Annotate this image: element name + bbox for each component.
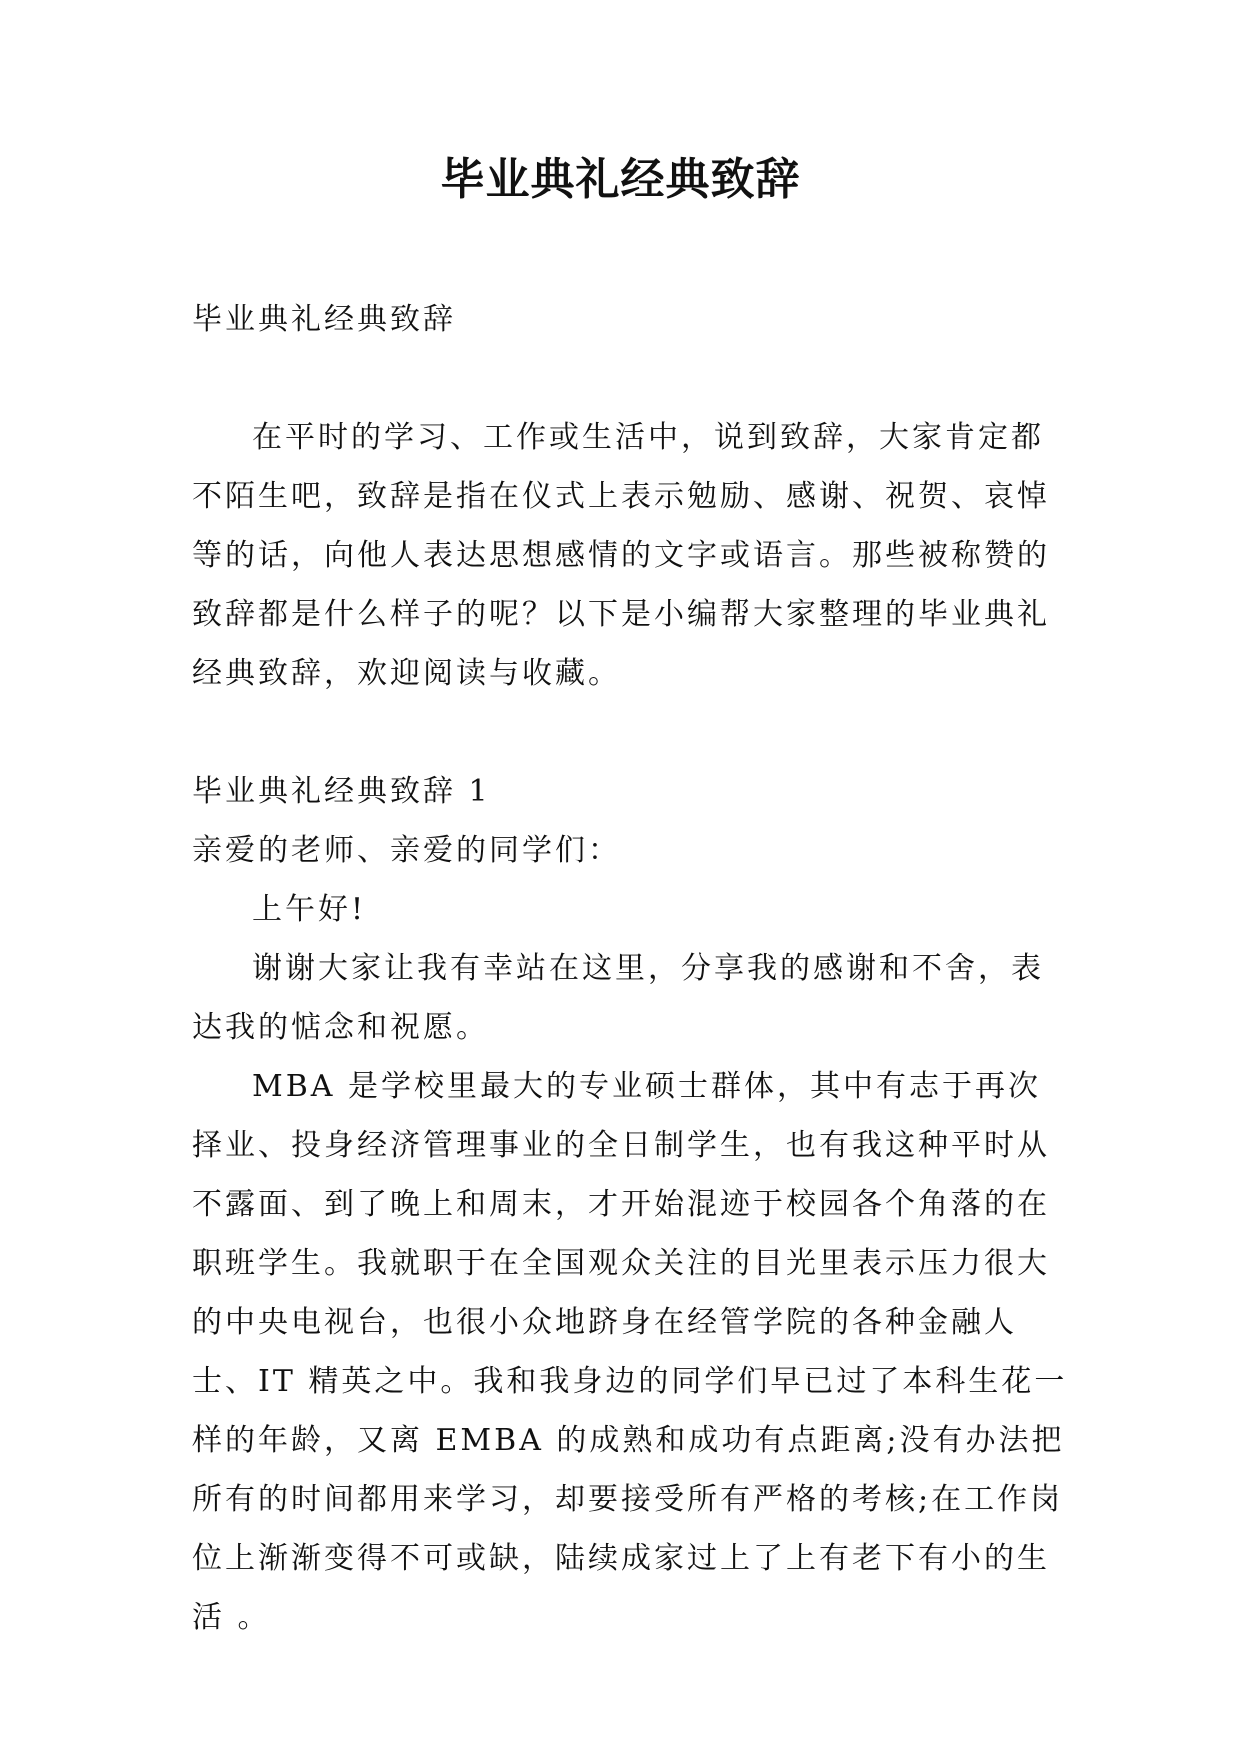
document-body bbox=[192, 290, 1072, 1647]
document-subtitle: 毕业典礼经典致辞 bbox=[192, 302, 456, 337]
document-title: 毕业典礼经典致辞 bbox=[440, 154, 801, 205]
salutation: 亲爱的老师、亲爱的同学们： bbox=[192, 833, 621, 868]
section-heading: 毕业典礼经典致辞 1 bbox=[192, 774, 491, 809]
intro-paragraph: 在平时的学习、工作或生活中，说到致辞，大家肯定都不陌生吧，致辞是指在仪式上表示勉励、感谢、祝贺、哀悼等的话，向他人表达思想感情的文字或语言。那些被称赞的致辞都是什么样子的呢？以下是小编帮大家整理的毕业典礼经典致辞，欢迎阅读与收藏。 bbox=[192, 420, 1050, 691]
body-paragraph-1: 谢谢大家让我有幸站在这里，分享我的感谢和不舍，表达我的惦念和祝愿。 bbox=[192, 951, 1044, 1045]
body-paragraph-2: MBA 是学校里最大的专业硕士群体，其中有志于再次择业、投身经济管理事业的全日制学生，也有我这种平时从不露面、到了晚上和周末，才开始混迹于校园各个角落的在职班学生。我就职于在全国观众关注的目光里表示压力很大的中央电视台，也很小众地跻身在经管学院的各种金融人士、IT 精英之中。我和我身边的同学们早已过了本科生花一样的年龄，又离 EMBA 的成熟和成功有点距离;没有办法把所有的时间都用来学习，却要接受所有严格的考核;在工作岗位上渐渐变得不可或缺，陆续成家过上了上有老下有小的生活 。 bbox=[192, 1069, 1068, 1635]
greeting: 上午好! bbox=[252, 892, 367, 927]
